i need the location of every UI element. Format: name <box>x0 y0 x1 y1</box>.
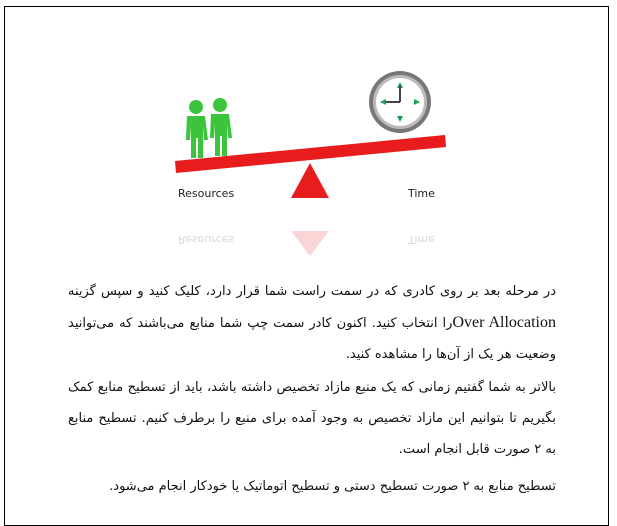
paragraph-1-part2: را انتخاب کنید. اکنون کادر سمت چپ شما منابع می‌باشند که می‌توانید وضعیت هر یک از آن‌ها را مشاهده کنید. <box>68 316 556 362</box>
time-label: Time <box>408 187 435 200</box>
svg-text:Time: Time <box>408 233 435 246</box>
resources-label: Resources <box>178 187 235 200</box>
paragraph-3: تسطیح منابع به ۲ صورت تسطیح دستی و تسطیح اتوماتیک یا خودکار انجام می‌شود. <box>109 479 556 494</box>
svg-text:Resources: Resources <box>178 233 235 246</box>
reflection <box>178 231 435 256</box>
resource-time-balance-figure <box>170 60 460 270</box>
paragraph-1-part1: در مرحله بعد بر روی کادری که در سمت راست شما قرار دارد، کلیک کنید و سپس گزینه <box>68 284 556 299</box>
seesaw-fulcrum <box>291 163 329 198</box>
paragraph-1 <box>68 276 556 370</box>
paragraph-2: بالاتر به شما گفتیم زمانی که یک منبع مازاد تخصیص داشته باشد، باید از تسطیح منابع کمک بگیریم تا بتوانیم این مازاد تخصیص به وجود آمده برای منبع را برطرف کنیم. تسطیح منابع به ۲ صورت قابل انجام است. <box>68 380 556 457</box>
clock-icon <box>369 71 431 133</box>
people-icon <box>186 98 232 158</box>
over-allocation-term: Over Allocation <box>452 314 556 331</box>
